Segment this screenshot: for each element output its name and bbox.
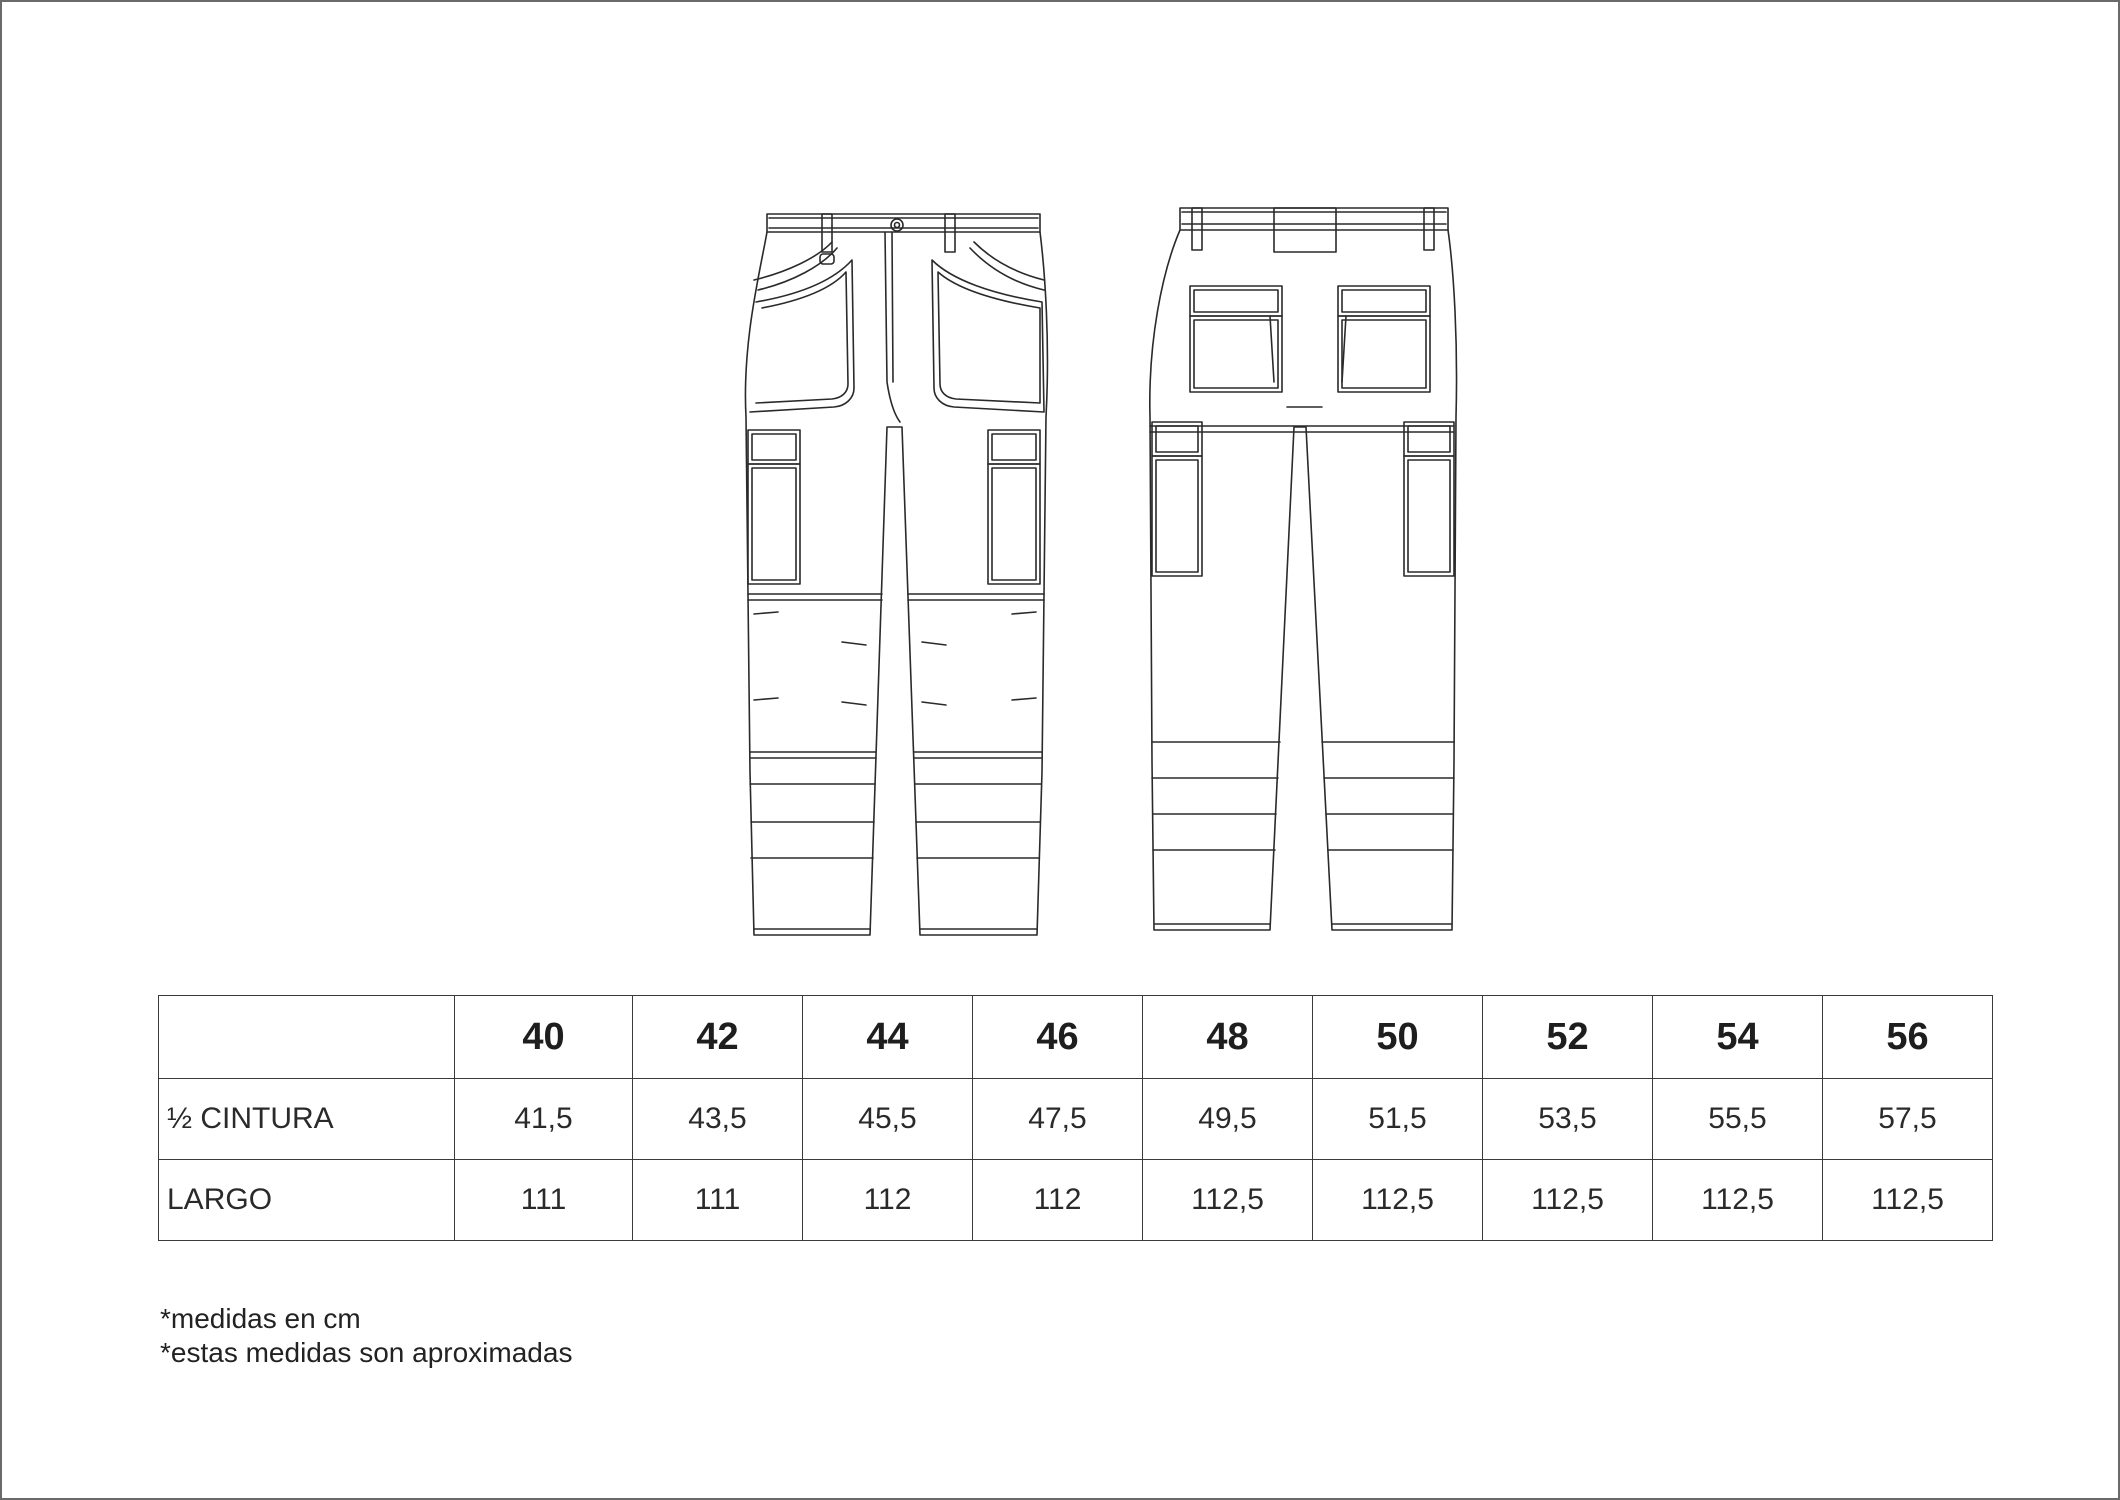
size-header-52: 52 [1483, 996, 1653, 1079]
table-cell: 45,5 [803, 1079, 973, 1160]
table-cell: 111 [455, 1160, 633, 1241]
size-header-42: 42 [633, 996, 803, 1079]
table-cell: 43,5 [633, 1079, 803, 1160]
footnote-units: *medidas en cm [160, 1303, 361, 1334]
trousers-technical-drawing [742, 202, 1462, 942]
table-cell: 112,5 [1823, 1160, 1993, 1241]
table-cell: 112,5 [1653, 1160, 1823, 1241]
table-cell: 112,5 [1143, 1160, 1313, 1241]
table-cell: 112 [973, 1160, 1143, 1241]
footnotes [160, 1302, 572, 1370]
footnote-approximate: *estas medidas son aproximadas [160, 1337, 573, 1368]
trousers-front-view [745, 214, 1047, 935]
table-cell: 111 [633, 1160, 803, 1241]
size-header-48: 48 [1143, 996, 1313, 1079]
table-cell: 47,5 [973, 1079, 1143, 1160]
table-cell: 49,5 [1143, 1079, 1313, 1160]
table-cell: 41,5 [455, 1079, 633, 1160]
size-header-44: 44 [803, 996, 973, 1079]
table-cell: 53,5 [1483, 1079, 1653, 1160]
row-label-half-waist: ½ CINTURA [159, 1079, 455, 1160]
table-cell: 55,5 [1653, 1079, 1823, 1160]
table-cell: 51,5 [1313, 1079, 1483, 1160]
table-cell: 57,5 [1823, 1079, 1993, 1160]
trousers-back-view [1150, 208, 1457, 930]
size-header-54: 54 [1653, 996, 1823, 1079]
table-row [159, 1160, 1993, 1241]
size-header-50: 50 [1313, 996, 1483, 1079]
table-cell: 112,5 [1483, 1160, 1653, 1241]
table-cell: 112,5 [1313, 1160, 1483, 1241]
table-row [159, 1079, 1993, 1160]
size-header-row [159, 996, 1993, 1079]
row-label-length: LARGO [159, 1160, 455, 1241]
size-table [158, 995, 1993, 1241]
table-cell: 112 [803, 1160, 973, 1241]
size-header-40: 40 [455, 996, 633, 1079]
size-header-46: 46 [973, 996, 1143, 1079]
header-corner-cell [159, 996, 455, 1079]
size-header-56: 56 [1823, 996, 1993, 1079]
